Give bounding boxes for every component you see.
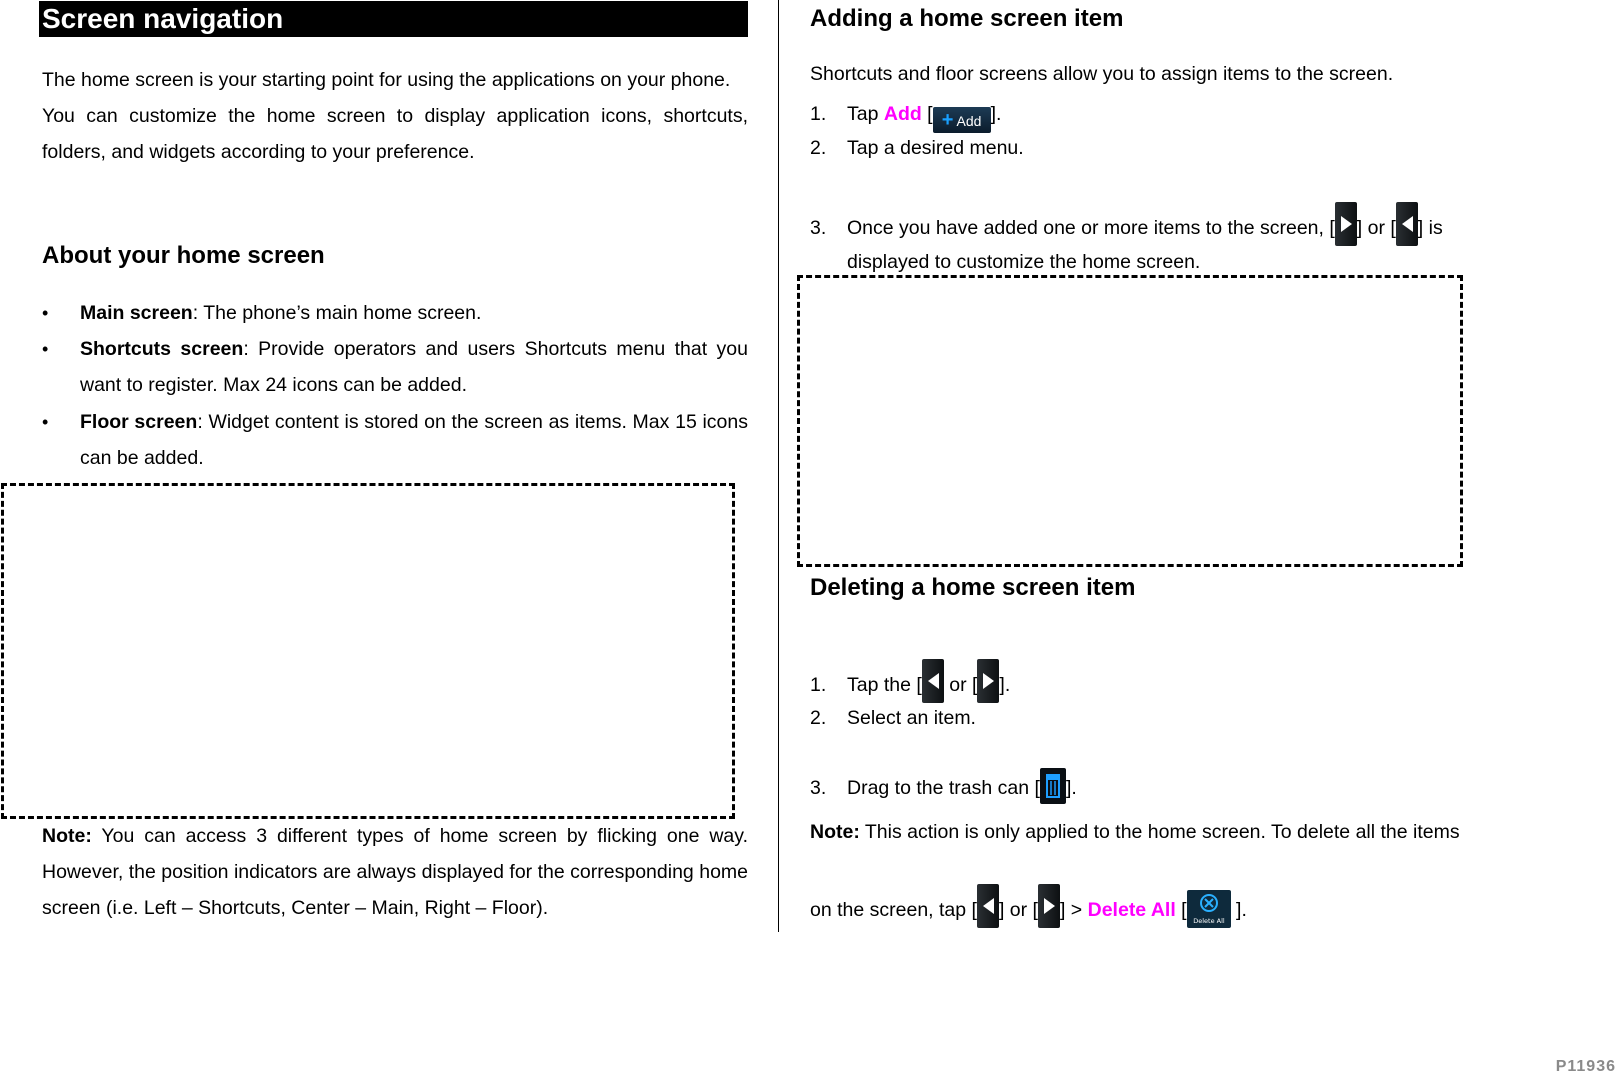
step-text: Drag to the trash can [ [847, 777, 1040, 799]
arrow-left-icon [1396, 202, 1418, 246]
bullet-text: : The phone’s main home screen. [192, 302, 482, 324]
page-title: Screen navigation [39, 1, 748, 37]
bullet-dot-icon: • [42, 412, 49, 432]
adding-heading: Adding a home screen item [810, 5, 1124, 32]
deleting-step-2 [810, 704, 976, 732]
bullet-text: : Widget content is stored on the screen as items. Max 15 icons can be added. [80, 411, 749, 469]
add-icon-label: Add [956, 113, 982, 129]
note-label: Note: [810, 821, 860, 843]
bullet-main-screen [42, 295, 748, 331]
delete-all-icon [1187, 890, 1231, 928]
note-right [810, 818, 1460, 846]
adding-step-1: 1. Tap Add [ + Add ]. [810, 100, 1001, 133]
image-placeholder-right [797, 275, 1463, 567]
intro-section [42, 62, 748, 170]
trash-icon [1040, 768, 1066, 804]
add-icon: + Add [933, 107, 991, 133]
step-number: 3. [810, 777, 827, 799]
note-text: ]. [1236, 899, 1247, 921]
note-right-line2: on the screen, tap [ ] or [ ] > Delete All [ Delete All ]. [810, 884, 1247, 928]
add-label: Add [883, 103, 922, 125]
arrow-left-icon [922, 659, 944, 703]
bullet-floor-screen [42, 404, 748, 476]
about-heading: About your home screen [42, 242, 325, 269]
delete-all-label: Delete All [1087, 899, 1176, 921]
step-text: ]. [999, 674, 1011, 696]
step-text: ]. [1065, 777, 1077, 799]
adding-step-3 [810, 202, 1516, 246]
note-left [42, 818, 748, 926]
step-number: 3. [810, 217, 827, 239]
step-text: ]. [990, 103, 1002, 125]
bullet-term: Main screen [80, 302, 193, 324]
step-text: Once you have added one or more items to the screen, [ [847, 217, 1335, 239]
intro-paragraph-2: You can customize the home screen to display application icons, shortcuts, folders, and widgets according to your preference. [42, 105, 748, 163]
step-number: 2. [810, 137, 827, 159]
note-text: on the screen, tap [ [810, 899, 977, 921]
bullet-dot-icon: • [42, 339, 49, 359]
column-divider [778, 0, 779, 932]
step-number: 1. [810, 674, 827, 696]
bullet-shortcuts-screen [42, 331, 748, 403]
delete-all-icon-label: Delete All [1192, 917, 1225, 925]
step-number: 1. [810, 103, 827, 125]
note-text: ] or [ [998, 899, 1038, 921]
step-text: ] is [1417, 217, 1443, 239]
step-text: ] or [ [1356, 217, 1396, 239]
step-number: 2. [810, 707, 827, 729]
deleting-heading: Deleting a home screen item [810, 574, 1136, 601]
adding-step-2 [810, 134, 1024, 162]
arrow-left-icon [977, 884, 999, 928]
step-text: or [ [949, 674, 978, 696]
step-text: Tap a desired menu. [847, 137, 1024, 159]
step-text: Tap [847, 103, 884, 125]
page-number: P11936 [1555, 1058, 1616, 1075]
bullet-term: Floor screen [80, 411, 198, 433]
adding-intro: Shortcuts and floor screens allow you to assign items to the screen. [810, 63, 1394, 85]
note-label: Note: [42, 825, 92, 847]
deleting-step-3 [810, 768, 1077, 804]
arrow-right-icon [1335, 202, 1357, 246]
note-text: You can access 3 different types of home screen by flicking one way. However, the position indicators are always displayed for the corresponding home screen (i.e. Left – Shortcuts, Center – Main, Right – Floor). [42, 825, 748, 919]
image-placeholder-left [1, 483, 735, 819]
bullet-term: Shortcuts screen [80, 338, 244, 360]
arrow-right-icon [977, 659, 999, 703]
step-text: Select an item. [847, 707, 976, 729]
arrow-right-icon [1038, 884, 1060, 928]
adding-step-3-cont: displayed to customize the home screen. [847, 251, 1201, 273]
note-text: ] > [1059, 899, 1088, 921]
bullet-text: : Provide operators and users Shortcuts menu that you want to register. Max 24 icons can be added. [80, 338, 749, 396]
note-text: This action is only applied to the home screen. To delete all the items [859, 821, 1460, 843]
intro-paragraph-1: The home screen is your starting point for using the applications on your phone. [42, 69, 731, 91]
deleting-step-1 [810, 659, 1010, 703]
step-text: Tap the [ [847, 674, 922, 696]
bullet-dot-icon: • [42, 303, 49, 323]
